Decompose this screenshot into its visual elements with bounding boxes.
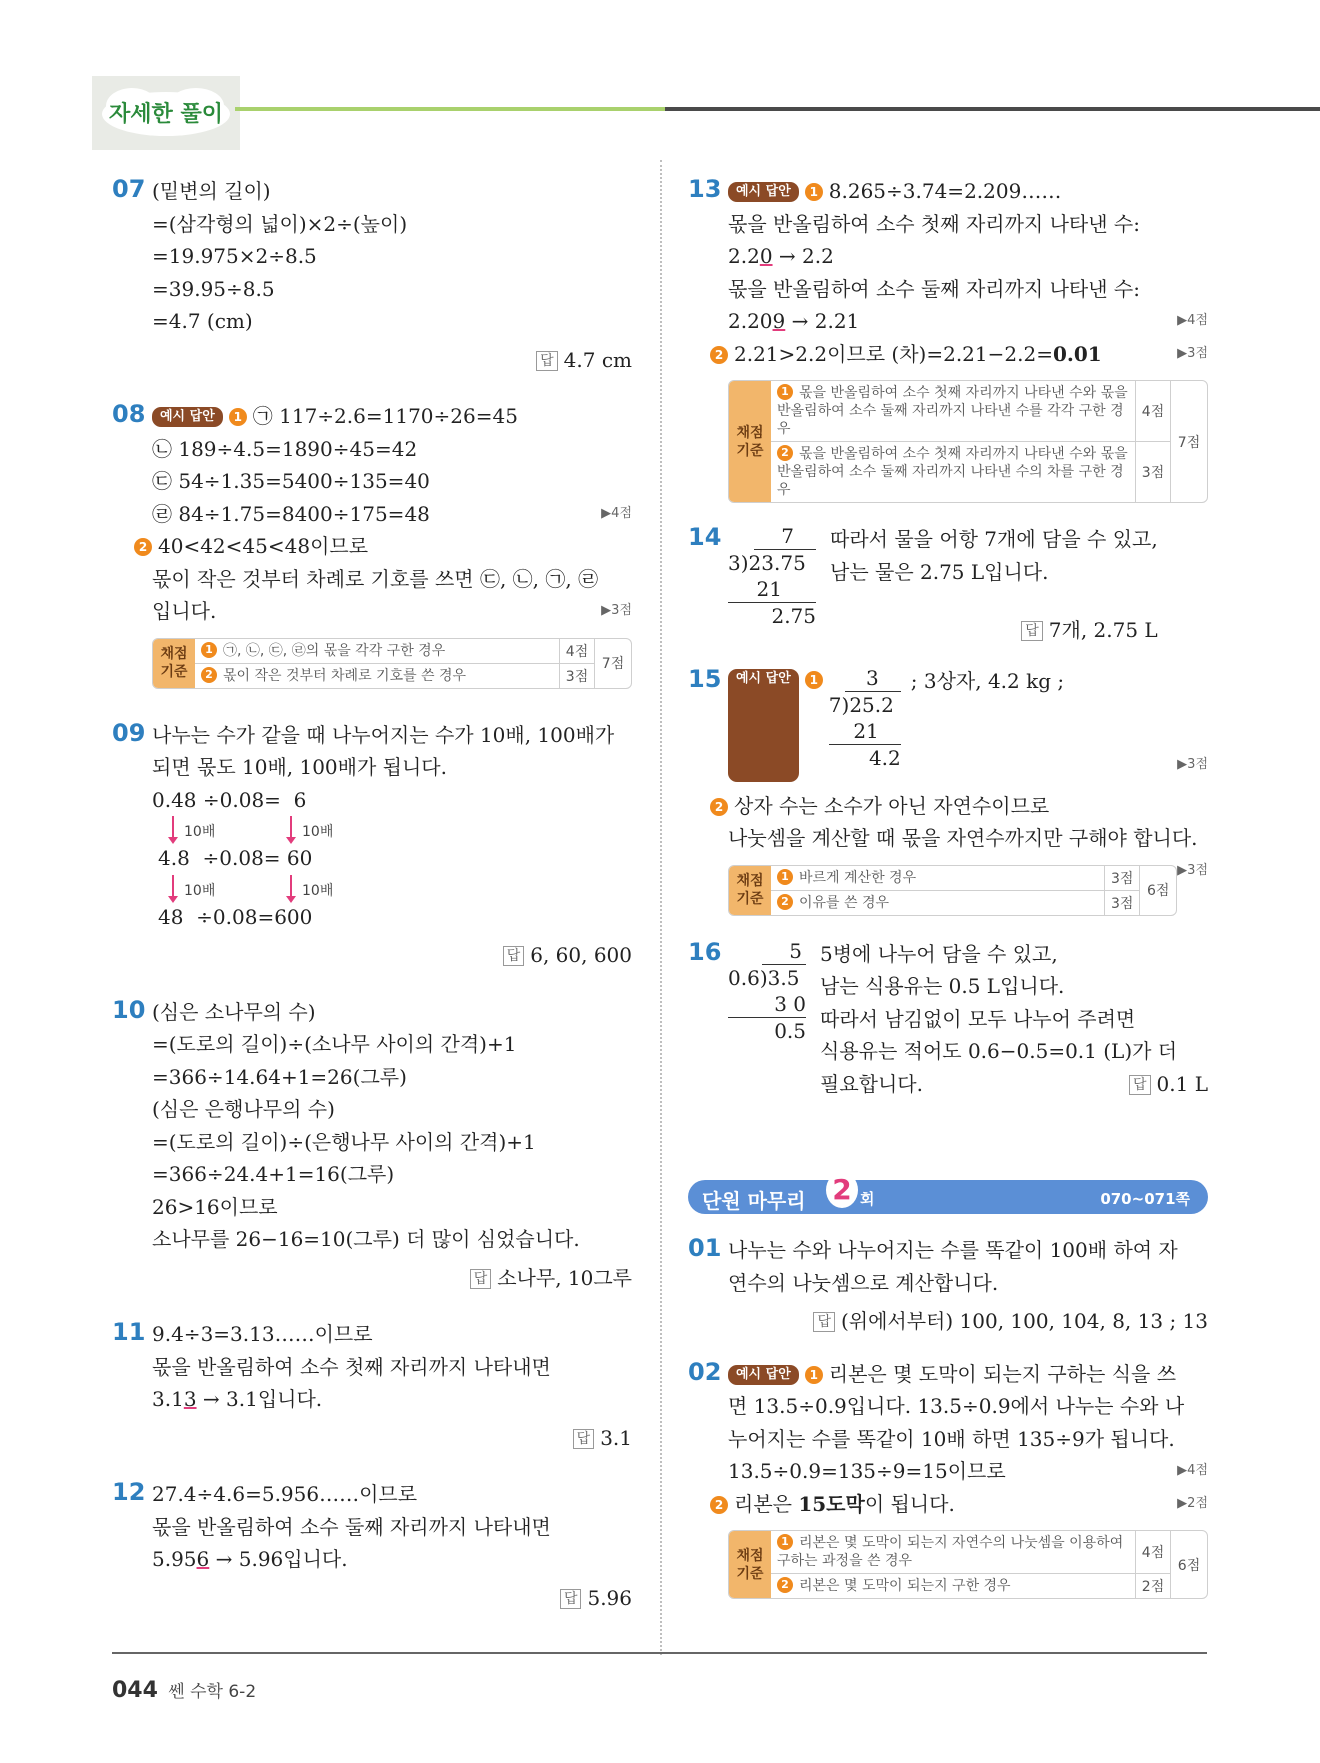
- scoring-label: 채점 기준: [153, 639, 195, 688]
- scoring-table: [152, 638, 632, 689]
- step-2-icon: 2: [710, 346, 728, 364]
- solution-line: → 5.96입니다.: [209, 1547, 348, 1571]
- solution-line: 5병에 나누어 담을 수 있고,: [820, 941, 1058, 966]
- solution-line: 리본은 몇 도막이 되는지 구하는 식을 쓰: [828, 1361, 1177, 1386]
- solution-line: 되면 몫도 10배, 100배가 됩니다.: [152, 755, 447, 779]
- points-marker: ▶4점: [601, 505, 632, 521]
- solution-line: 나눗셈을 계산할 때 몫을 자연수까지만 구해야 합니다.: [728, 826, 1198, 850]
- scoring-total: 6점: [1170, 1531, 1207, 1598]
- problem-number: 13: [688, 175, 722, 203]
- answer-label: 답: [560, 1589, 582, 1609]
- answer-label: 답: [1129, 1075, 1151, 1095]
- scoring-label: 채점 기준: [729, 1531, 771, 1598]
- scoring-criterion: 리본은 몇 도막이 되는지 자연수의 나눗셈을 이용하여 구하는 과정을 쓴 경우: [777, 1535, 1124, 1569]
- arrow-label: 10배: [302, 882, 334, 899]
- answer-label: 답: [536, 351, 558, 371]
- step-1-icon: 1: [777, 869, 793, 885]
- down-arrow-icon: [172, 875, 174, 897]
- step-2-icon: 2: [201, 667, 217, 683]
- scoring-label: 채점 기준: [729, 381, 771, 502]
- underlined-digit: 9: [772, 309, 786, 333]
- number-part: 3.1: [152, 1387, 184, 1411]
- scoring-points: 4점: [1135, 381, 1170, 441]
- division-bracket: ): [740, 551, 749, 575]
- division-remainder: 2.75: [771, 604, 816, 628]
- division-dividend: 3.5: [767, 965, 800, 990]
- answer-value: 3.1: [600, 1425, 632, 1450]
- solution-line: ㉢ 54÷1.35=5400÷135=40: [152, 469, 430, 493]
- scoring-points: 4점: [559, 639, 594, 663]
- problem-10: [112, 996, 632, 1295]
- arrow-label: 10배: [302, 824, 334, 840]
- solution-line: 식용유는 적어도 0.6−0.5=0.1 (L)가 더: [820, 1039, 1178, 1063]
- solution-line: =(도로의 길이)÷(소나무 사이의 간격)+1: [152, 1032, 517, 1056]
- example-answer-badge: 예시 답안: [728, 182, 799, 202]
- solution-line: 따라서 남김없이 모두 나누어 주려면: [820, 1006, 1136, 1031]
- underlined-digit: 3: [183, 1387, 197, 1411]
- solution-line: 27.4÷4.6=5.956……이므로: [152, 1482, 418, 1506]
- scoring-criterion: 몫이 작은 것부터 차례로 기호를 쓴 경우: [223, 667, 467, 684]
- solution-line: 따라서 물을 어항 7개에 담을 수 있고,: [830, 527, 1158, 551]
- equation-line: 0.48 ÷0.08= 6: [152, 787, 307, 812]
- division-bracket: ): [759, 965, 768, 990]
- answer-label: 답: [1021, 621, 1043, 641]
- solution-line: 소나무를 26−16=10(그루) 더 많이 심었습니다.: [152, 1227, 580, 1251]
- division-quotient: 5: [762, 938, 806, 965]
- header-rule-dark: [665, 107, 1320, 111]
- problem-12: [112, 1478, 632, 1614]
- section-page-range: 070~071쪽: [1100, 1190, 1190, 1208]
- step-2-icon: 2: [777, 1577, 793, 1593]
- header-rule-light: [235, 107, 665, 111]
- scoring-table: [728, 1530, 1208, 1599]
- problem-16: [688, 938, 1208, 1101]
- arrow-label: 10배: [184, 824, 216, 840]
- answer: [728, 1305, 1208, 1338]
- step-1-icon: 1: [201, 642, 217, 658]
- book-title: 쎈 수학 6-2: [168, 1682, 257, 1702]
- solution-line: 연수의 나눗셈으로 계산합니다.: [728, 1270, 999, 1295]
- problem-15: [688, 665, 1208, 916]
- scoring-criterion: 이유를 쓴 경우: [799, 894, 890, 911]
- scoring-total: 7점: [594, 639, 631, 688]
- division-quotient: 3: [845, 665, 901, 692]
- section-title: 단원 마무리: [702, 1189, 806, 1213]
- step-1-icon: 1: [805, 1366, 823, 1384]
- scoring-points: 4점: [1135, 1531, 1170, 1573]
- problem-13: [688, 175, 1208, 503]
- division-dividend: 23.75: [748, 551, 806, 575]
- down-arrow-icon: [290, 875, 292, 897]
- division-remainder: 4.2: [868, 745, 901, 770]
- scoring-points: 3점: [559, 664, 594, 688]
- bold-result: 15도막: [798, 1491, 865, 1516]
- step-1-icon: 1: [805, 183, 823, 201]
- section-number-badge: 2: [826, 1172, 858, 1208]
- answer: [152, 344, 632, 377]
- scoring-table: [728, 380, 1208, 503]
- problem-number: 09: [112, 718, 146, 747]
- step-2-icon: 2: [710, 1496, 728, 1514]
- problem-11: [112, 1318, 632, 1454]
- scoring-criterion: 바르게 계산한 경우: [799, 869, 917, 886]
- number-part: 2.2: [728, 244, 760, 268]
- solution-line: (심은 소나무의 수): [152, 999, 316, 1024]
- problem-number: 11: [112, 1318, 146, 1346]
- section-header-bar: [688, 1173, 1208, 1214]
- long-division: [728, 938, 806, 1101]
- answer-value: 5.96: [587, 1585, 632, 1610]
- answer-label: 답: [573, 1429, 595, 1449]
- arrow-label: 10배: [184, 882, 216, 899]
- problem-number: 10: [112, 995, 146, 1024]
- division-divisor: 7: [828, 692, 842, 717]
- solution-line: =(삼각형의 넓이)×2÷(높이): [152, 211, 408, 236]
- answer-label: 답: [503, 946, 525, 966]
- points-marker: ▶2점: [1177, 1495, 1208, 1511]
- problem-09: [112, 719, 632, 972]
- header-logo: [92, 76, 240, 150]
- division-divisor: 0.6: [728, 965, 760, 990]
- left-column: [112, 175, 632, 1614]
- section-suffix: 회: [860, 1190, 875, 1208]
- solution-line: 몫을 반올림하여 소수 둘째 자리까지 나타내면: [152, 1514, 551, 1539]
- solution-line: 몫을 반올림하여 소수 첫째 자리까지 나타낸 수:: [728, 211, 1140, 236]
- scoring-total: 7점: [1170, 381, 1207, 502]
- answer-value: 0.1 L: [1156, 1071, 1208, 1096]
- answer-value: 7개, 2.75 L: [1048, 618, 1158, 642]
- solution-line: 나누는 수와 나누어지는 수를 똑같이 100배 하여 자: [728, 1238, 1178, 1262]
- answer: [152, 1582, 632, 1615]
- solution-line: 몫을 반올림하여 소수 둘째 자리까지 나타낸 수:: [728, 276, 1140, 301]
- down-arrow-icon: [172, 816, 174, 838]
- long-division: [728, 523, 816, 647]
- ten-times-arrows: [152, 875, 632, 901]
- review-01: [688, 1234, 1208, 1338]
- solution-line: 이 됩니다.: [864, 1491, 955, 1516]
- step-1-icon: 1: [777, 384, 793, 400]
- solution-line: 40<42<45<48이므로: [158, 534, 369, 558]
- points-marker: ▶3점: [1177, 345, 1208, 361]
- step-2-icon: 2: [134, 538, 152, 556]
- solution-line: =366÷14.64+1=26(그루): [152, 1064, 407, 1089]
- problem-number: 16: [688, 937, 722, 966]
- solution-line: → 2.2: [772, 244, 834, 268]
- answer-value: 6, 60, 600: [530, 943, 632, 967]
- solution-line: =366÷24.4+1=16(그루): [152, 1162, 395, 1186]
- points-marker: ▶4점: [1177, 1463, 1208, 1478]
- solution-line: 남는 물은 2.75 L입니다.: [830, 559, 1049, 584]
- equation-line: 48 ÷0.08=600: [158, 904, 313, 929]
- scoring-label: 채점 기준: [729, 866, 771, 915]
- footer-rule: [112, 1652, 1207, 1654]
- solution-line: 남는 식용유는 0.5 L입니다.: [820, 974, 1065, 998]
- solution-line: 필요합니다.: [820, 1071, 923, 1096]
- problem-number: 15: [688, 664, 722, 693]
- scoring-total: 6점: [1139, 866, 1176, 915]
- solution-line: 상자 수는 소수가 아닌 자연수이므로: [734, 793, 1050, 818]
- down-arrow-icon: [290, 816, 292, 838]
- scoring-table: [728, 865, 1177, 916]
- problem-number: 12: [112, 1478, 146, 1506]
- step-1-icon: 1: [777, 1534, 793, 1550]
- step-2-icon: 2: [710, 798, 728, 816]
- solution-line: 면 13.5÷0.9입니다. 13.5÷0.9에서 나누는 수와 나: [728, 1394, 1185, 1418]
- scoring-criterion: ㉠, ㉡, ㉢, ㉣의 몫을 각각 구한 경우: [223, 642, 446, 659]
- division-subtrahend: 21: [728, 576, 816, 603]
- division-subtrahend: 3 0: [728, 991, 806, 1018]
- scoring-points: 3점: [1135, 442, 1170, 502]
- solution-line: 2.21>2.2이므로 (차)=2.21−2.2=: [734, 341, 1053, 366]
- answer-value: (위에서부터) 100, 100, 104, 8, 13 ; 13: [840, 1309, 1208, 1333]
- step-2-icon: 2: [777, 445, 793, 461]
- solution-line: =39.95÷8.5: [152, 276, 275, 301]
- division-remainder: 0.5: [774, 1018, 806, 1043]
- footer: [112, 1677, 256, 1703]
- solution-line: (밑변의 길이): [152, 179, 271, 203]
- division-bracket: ): [841, 692, 850, 717]
- solution-line: =19.975×2÷8.5: [152, 244, 317, 268]
- problem-number: 02: [688, 1357, 722, 1386]
- bold-result: 0.01: [1052, 341, 1102, 366]
- problem-number: 14: [688, 523, 722, 551]
- problem-08: [112, 400, 632, 689]
- solution-line: 13.5÷0.9=135÷9=15이므로: [728, 1459, 1006, 1483]
- number-part: 5.95: [152, 1547, 197, 1571]
- answer-label: 답: [470, 1269, 492, 1289]
- long-division: [829, 665, 901, 782]
- solution-line: → 2.21: [785, 309, 860, 333]
- solution-line: 몫이 작은 것부터 차례로 기호를 쓰면 ㉢, ㉡, ㉠, ㉣: [152, 566, 599, 591]
- solution-line: =4.7 (cm): [152, 309, 253, 333]
- equation-line: 4.8 ÷0.08= 60: [158, 846, 313, 870]
- solution-line: =(도로의 길이)÷(은행나무 사이의 간격)+1: [152, 1129, 536, 1154]
- division-divisor: 3: [728, 551, 741, 575]
- scoring-criterion: 리본은 몇 도막이 되는지 구한 경우: [799, 1578, 1011, 1594]
- solution-line: 8.265÷3.74=2.209……: [828, 179, 1062, 203]
- problem-number: 07: [112, 175, 146, 203]
- scoring-criterion: 몫을 반올림하여 소수 첫째 자리까지 나타낸 수와 몫을 반올림하여 소수 둘째 자리까지 나타낸 수의 차를 구한 경우: [777, 446, 1128, 498]
- solution-line: (심은 은행나무의 수): [152, 1097, 335, 1121]
- answer-value: 4.7 cm: [563, 347, 632, 372]
- example-answer-badge: 예시 답안: [728, 1365, 799, 1385]
- solution-line: 리본은: [734, 1491, 799, 1516]
- step-1-icon: 1: [229, 408, 247, 426]
- answer: [152, 1422, 632, 1455]
- division-dividend: 25.2: [849, 692, 894, 717]
- solution-line: ㉡ 189÷4.5=1890÷45=42: [152, 436, 418, 461]
- logo-text: 자세한 풀이: [109, 102, 223, 127]
- solution-line: ; 3상자, 4.2 kg ;: [910, 668, 1065, 693]
- points-marker: ▶3점: [1177, 757, 1208, 772]
- scoring-points: 3점: [1104, 891, 1139, 915]
- underlined-digit: 0: [759, 244, 773, 268]
- division-subtrahend: 21: [829, 718, 901, 745]
- underlined-digit: 6: [196, 1547, 210, 1571]
- scoring-criterion: 몫을 반올림하여 소수 첫째 자리까지 나타낸 수와 몫을 반올림하여 소수 둘째 자리까지 나타낸 수를 각각 구한 경우: [777, 385, 1128, 437]
- problem-14: [688, 523, 1208, 647]
- solution-line: ㉠ 117÷2.6=1170÷26=45: [252, 404, 518, 428]
- ten-times-arrows: [152, 816, 632, 842]
- step-1-icon: 1: [805, 671, 823, 689]
- answer-value: 소나무, 10그루: [497, 1265, 632, 1290]
- solution-line: ㉣ 84÷1.75=8400÷175=48: [152, 501, 430, 526]
- answer: [830, 614, 1158, 647]
- review-02: [688, 1358, 1208, 1600]
- example-answer-badge: 예시 답안: [152, 407, 223, 427]
- problem-07: [112, 175, 632, 376]
- cloud-logo-icon: [92, 76, 240, 150]
- answer: [152, 1262, 632, 1295]
- number-part: 2.20: [728, 309, 773, 333]
- solution-line: 9.4÷3=3.13……이므로: [152, 1322, 373, 1346]
- points-marker: ▶3점: [601, 603, 632, 618]
- problem-number: 01: [688, 1234, 722, 1262]
- answer-label: 답: [813, 1312, 835, 1332]
- solution-line: 몫을 반올림하여 소수 첫째 자리까지 나타내면: [152, 1354, 551, 1379]
- scoring-points: 3점: [1104, 866, 1139, 890]
- page-number: 044: [112, 1678, 158, 1703]
- solution-line: 입니다.: [152, 599, 217, 623]
- solution-line: 누어지는 수를 똑같이 10배 하면 135÷9가 됩니다.: [728, 1426, 1175, 1451]
- solution-line: 나누는 수가 같을 때 나누어지는 수가 10배, 100배가: [152, 722, 615, 747]
- points-marker: ▶3점: [1177, 862, 1208, 878]
- right-column: [688, 175, 1208, 1599]
- example-answer-badge: 예시 답안: [728, 669, 799, 782]
- solution-line: 26>16이므로: [152, 1194, 278, 1219]
- solution-line: → 3.1입니다.: [196, 1387, 323, 1411]
- step-2-icon: 2: [777, 894, 793, 910]
- problem-number: 08: [112, 400, 146, 428]
- answer: [152, 939, 632, 972]
- column-divider: [660, 160, 662, 1655]
- points-marker: ▶4점: [1177, 313, 1208, 328]
- scoring-points: 2점: [1135, 1574, 1170, 1598]
- division-quotient: 7: [754, 523, 816, 550]
